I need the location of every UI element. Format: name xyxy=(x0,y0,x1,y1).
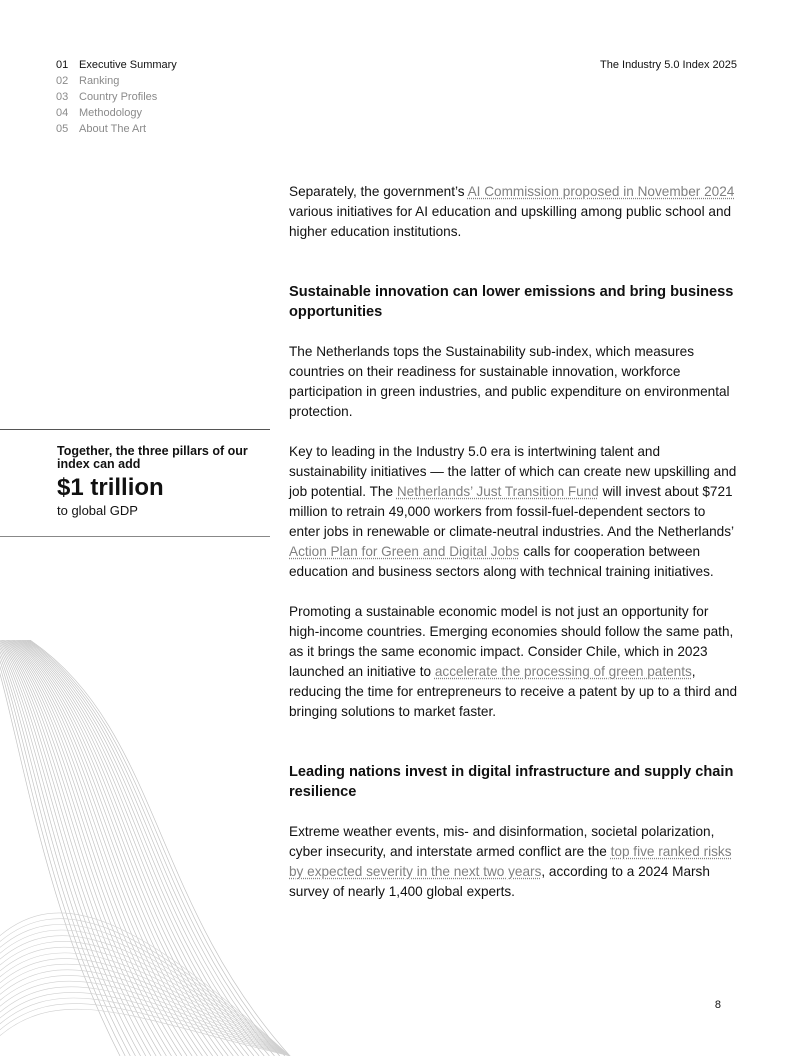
callout-value: $1 trillion xyxy=(57,474,164,501)
paragraph-global-risks xyxy=(289,822,739,902)
toc-label: Country Profiles xyxy=(79,91,158,103)
paragraph-emerging-economies xyxy=(289,602,739,722)
text-run: calls for cooperation between education and business sectors along with technical training initiatives. xyxy=(289,544,714,579)
art-line xyxy=(0,913,290,1056)
art-line xyxy=(0,975,290,1056)
toc-label: Ranking xyxy=(79,75,120,87)
link-top-five-risks[interactable]: top five ranked risks by expected severity in the next two years xyxy=(289,844,732,879)
report-title: The Industry 5.0 Index 2025 xyxy=(600,59,737,71)
link-green-patents[interactable]: accelerate the processing of green patents xyxy=(434,664,692,679)
link-ai-commission[interactable]: AI Commission proposed in November 2024 xyxy=(467,184,735,199)
section-heading-sustainable-innovation: Sustainable innovation can lower emissions and bring business opportunities xyxy=(289,284,734,320)
table-of-contents xyxy=(56,57,177,137)
text-run: Key to leading in the Industry 5.0 era is intertwining talent and sustainability initiatives — the latter of which can create new upskilling and job potential. The xyxy=(289,444,737,499)
toc-label: Methodology xyxy=(79,107,142,119)
toc-item-ranking[interactable] xyxy=(56,73,177,89)
text-run: will invest about $721 million to retrain 49,000 workers from fossil-fuel-dependent sectors to enter jobs in renewable or climate-neutral industries. And the Netherlands’ xyxy=(289,484,734,539)
callout-label: Together, the three pillars of our index can add xyxy=(57,444,248,471)
callout-divider-bottom xyxy=(0,536,270,537)
art-line xyxy=(0,640,151,1056)
paragraph-sustainability-subindex: The Netherlands tops the Sustainability sub-index, which measures countries on their readiness for sustainable innovation, workforce participation in green industries, and public expenditure on environmental protection. xyxy=(289,344,730,419)
callout-divider-top xyxy=(0,429,270,430)
link-just-transition-fund[interactable]: Netherlands’ Just Transition Fund xyxy=(396,484,599,499)
toc-item-methodology[interactable] xyxy=(56,105,177,121)
callout-subtext: to global GDP xyxy=(57,503,138,518)
toc-item-executive-summary[interactable] xyxy=(56,57,177,73)
decorative-line-art xyxy=(0,640,300,1056)
text-run: Promoting a sustainable economic model is not just an opportunity for high-income countries. Emerging economies should follow the same path, as it brings the same economic impact. Consider Chile, which in 2023 launched an initiative to xyxy=(289,604,734,679)
toc-item-about-the-art[interactable] xyxy=(56,121,177,137)
main-content xyxy=(289,182,739,902)
toc-item-country-profiles[interactable] xyxy=(56,89,177,105)
link-action-plan-green-digital-jobs[interactable]: Action Plan for Green and Digital Jobs xyxy=(289,544,520,559)
page-number: 8 xyxy=(714,999,721,1011)
toc-number: 01 xyxy=(56,59,69,71)
paragraph-talent-sustainability xyxy=(289,442,739,582)
text-run: , according to a 2024 Marsh survey of nearly 1,400 global experts. xyxy=(289,864,710,899)
toc-number: 02 xyxy=(56,75,69,87)
text-run: Separately, the government’s xyxy=(289,184,468,199)
toc-number: 03 xyxy=(56,91,69,103)
text-run: various initiatives for AI education and upskilling among public school and higher education institutions. xyxy=(289,204,732,239)
art-line xyxy=(0,1009,290,1056)
callout-box xyxy=(57,445,257,519)
text-run: , reducing the time for entrepreneurs to receive a patent by up to a third and bringing solutions to market faster. xyxy=(289,664,738,719)
toc-number: 05 xyxy=(56,123,69,135)
toc-number: 04 xyxy=(56,107,69,119)
toc-label: Executive Summary xyxy=(79,59,177,71)
paragraph-ai-commission xyxy=(289,182,739,242)
toc-label: About The Art xyxy=(79,123,147,135)
art-line xyxy=(0,1004,290,1056)
section-heading-digital-infrastructure: Leading nations invest in digital infrastructure and supply chain resilience xyxy=(289,764,734,800)
text-run: Extreme weather events, mis- and disinformation, societal polarization, cyber insecurity, and interstate armed conflict are the xyxy=(289,824,715,859)
